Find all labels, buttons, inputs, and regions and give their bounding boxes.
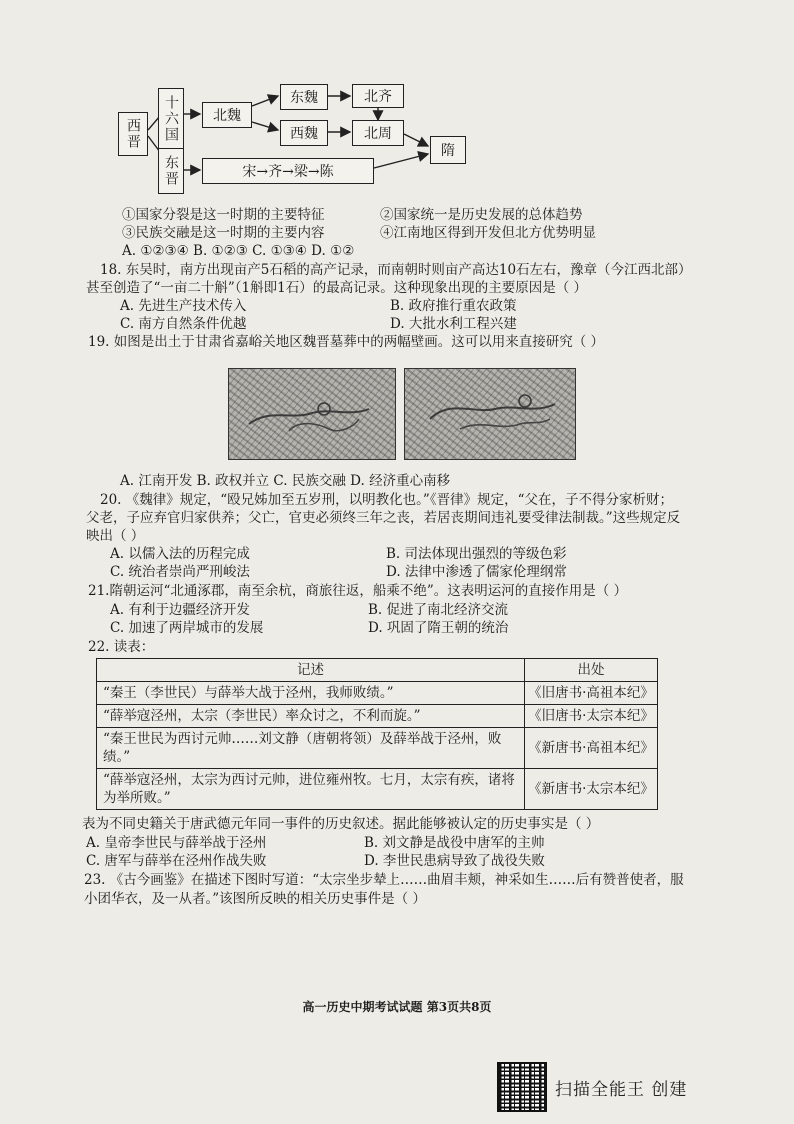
q18-line-1: 18. 东吴时，南方出现亩产5石稻的高产记录，而南朝时则亩产高达10石左右，豫章（今江西北部） (100, 262, 692, 278)
q22-option-b: B. 刘文静是战役中唐军的主帅 (364, 835, 545, 851)
q17-options: A. ①②③④ B. ①②③ C. ①③④ D. ①② (122, 243, 355, 259)
box-shiliuguo: 十六国 (158, 88, 184, 150)
page-footer: 高一历史中期考试试题 第3页共8页 (302, 1000, 492, 1014)
table-row (97, 728, 658, 769)
q18-option-c: C. 南方自然条件优越 (120, 316, 247, 332)
scanner-label: 扫描全能王 创建 (555, 1079, 688, 1100)
q21-option-c: C. 加速了两岸城市的发展 (110, 620, 264, 636)
q22-option-a: A. 皇帝李世民与薛举战于泾州 (86, 835, 267, 851)
q22-table (96, 658, 658, 810)
arrow-beiwei-xiwei (252, 122, 278, 130)
header-record: 记述 (97, 659, 525, 682)
q17-statement-4: ④江南地区得到开发但北方优势明显 (380, 225, 596, 241)
qr-code-icon (497, 1062, 547, 1112)
source-cell: 《新唐书·太宗本纪》 (525, 769, 658, 810)
q20-line-1: 20. 《魏律》规定，“殴兄姊加至五岁刑，以明教化也。”《晋律》规定，“父在，子不得分家析财； (100, 492, 673, 508)
source-cell: 《旧唐书·太宗本纪》 (525, 705, 658, 728)
q20-option-c: C. 统治者崇尚严刑峻法 (110, 564, 250, 580)
record-cell: “秦王（李世民）与薛举大战于泾州，我师败绩。” (97, 682, 525, 705)
q20-line-2: 父老，子应弃官归家供养；父亡，官吏必须终三年之丧，若居丧期间违礼要受律法制裁。”这些规定反 (86, 510, 681, 526)
header-source: 出处 (525, 659, 658, 682)
q18-line-2: 甚至创造了“一亩二十斛”（1斛即1石）的最高记录。这种现象出现的主要原因是（ ） (86, 280, 588, 296)
q21-option-b: B. 促进了南北经济交流 (368, 602, 509, 618)
arrow-beizhou-sui (404, 134, 428, 146)
q18-option-b: B. 政府推行重农政策 (390, 298, 517, 314)
q21-line-1: 21.隋朝运河“北通涿郡，南至余杭，商旅往返，船乘不绝”。这表明运河的直接作用是（ ） (88, 583, 628, 599)
q17-statement-3: ③民族交融是这一时期的主要内容 (122, 225, 325, 241)
box-beiwei: 北魏 (202, 102, 252, 128)
record-cell: “薛举寇泾州，太宗（李世民）率众讨之，不利而旋。” (97, 705, 525, 728)
table-header-row (97, 659, 658, 682)
q21-option-a: A. 有利于边疆经济开发 (110, 602, 250, 618)
q20-option-b: B. 司法体现出强烈的等级色彩 (386, 546, 567, 562)
q22-intro: 22. 读表： (88, 639, 155, 655)
arrow-beiwei-dongwei (252, 96, 278, 106)
mural-image-right (404, 368, 576, 460)
mural-image-left (228, 368, 396, 460)
q19-options: A. 江南开发 B. 政权并立 C. 民族交融 D. 经济重心南移 (120, 473, 451, 489)
q18-option-a: A. 先进生产技术传入 (120, 298, 247, 314)
q20-option-d: D. 法律中渗透了儒家伦理纲常 (386, 564, 567, 580)
source-cell: 《旧唐书·高祖本纪》 (525, 682, 658, 705)
box-dongjin: 东晋 (158, 148, 184, 194)
box-dongwei: 东魏 (280, 84, 328, 110)
record-cell: “薛举寇泾州，太宗为西讨元帅，进位雍州牧。七月，太宗有疾，诸将为举所败。” (97, 769, 525, 810)
q23-line-2: 小团华衣，及一从者。”该图所反映的相关历史事件是（ ） (84, 891, 426, 907)
q18-option-d: D. 大批水利工程兴建 (390, 316, 517, 332)
source-cell: 《新唐书·高祖本纪》 (525, 728, 658, 769)
box-beizhou: 北周 (352, 120, 404, 146)
q17-statement-2: ②国家统一是历史发展的总体趋势 (380, 207, 583, 223)
table-row (97, 682, 658, 705)
q23-line-1: 23. 《古今画鉴》在描述下图时写道：“太宗坐步辇上……曲眉丰颊，神采如生……后有赞普使者，服 (84, 872, 684, 888)
q22-after: 表为不同史籍关于唐武德元年同一事件的历史叙述。据此能够被认定的历史事实是（ ） (82, 816, 600, 832)
box-south-dynasties: 宋→齐→梁→陈 (202, 158, 374, 184)
mural-figure-right (405, 369, 574, 458)
box-xiwei: 西魏 (280, 120, 328, 146)
q17-statement-1: ①国家分裂是这一时期的主要特征 (122, 207, 325, 223)
q22-option-d: D. 李世民患病导致了战役失败 (364, 853, 545, 869)
scanner-watermark (497, 1062, 687, 1112)
box-beiqi: 北齐 (352, 84, 404, 108)
q22-option-c: C. 唐军与薛举在泾州作战失败 (86, 853, 267, 869)
mural-figure-left (229, 369, 394, 458)
q19-line-1: 19. 如图是出土于甘肃省嘉峪关地区魏晋墓葬中的两幅壁画。这可以用来直接研究（ ） (88, 334, 605, 350)
box-sui: 隋 (430, 136, 466, 164)
record-cell: “秦王世民为西讨元帅……刘文静（唐朝将领）及薛举战于泾州，败绩。” (97, 728, 525, 769)
table-row (97, 769, 658, 810)
q20-line-3: 映出（ ） (86, 528, 145, 544)
diagram-arrows (0, 0, 794, 220)
arrow-south-sui (374, 154, 428, 168)
table-row (97, 705, 658, 728)
box-xijin: 西晋 (118, 112, 148, 156)
q21-option-d: D. 巩固了隋王朝的统治 (368, 620, 509, 636)
q20-option-a: A. 以儒入法的历程完成 (110, 546, 250, 562)
